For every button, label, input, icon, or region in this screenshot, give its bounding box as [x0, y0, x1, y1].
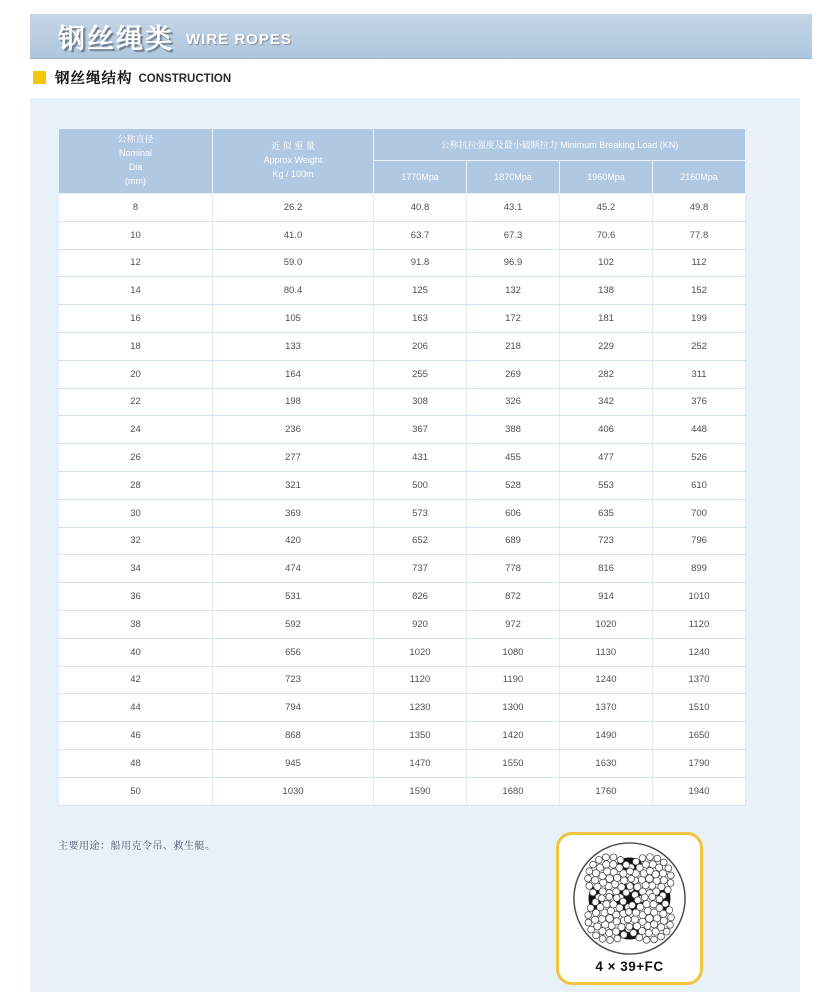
- table-cell: 1650: [653, 722, 746, 750]
- table-row: [59, 444, 746, 472]
- section-title-en: CONSTRUCTION: [138, 72, 232, 85]
- table-cell: 420: [213, 527, 374, 555]
- table-cell: 112: [653, 249, 746, 277]
- section-title: [33, 67, 231, 88]
- table-cell: 1190: [467, 666, 560, 694]
- section-title-zh: 钢丝绳结构: [55, 71, 133, 87]
- main-uses-footnote: 主要用途：船用克令吊、救生艇。: [58, 841, 216, 852]
- table-cell: 1370: [653, 666, 746, 694]
- table-cell: 1420: [467, 722, 560, 750]
- table-cell: 448: [653, 416, 746, 444]
- table-cell: 70.6: [560, 221, 653, 249]
- table-cell: 1130: [560, 638, 653, 666]
- table-cell: 326: [467, 388, 560, 416]
- table-cell: 1030: [213, 777, 374, 805]
- table-row: [59, 749, 746, 777]
- table-cell: 1790: [653, 749, 746, 777]
- table-cell: 920: [374, 610, 467, 638]
- table-cell: 794: [213, 694, 374, 722]
- table-cell: 778: [467, 555, 560, 583]
- table-cell: 199: [653, 305, 746, 333]
- table-cell: 24: [59, 416, 213, 444]
- table-cell: 252: [653, 332, 746, 360]
- col-header-1770mpa: 1770Mpa: [374, 160, 467, 193]
- table-cell: 477: [560, 444, 653, 472]
- table-cell: 652: [374, 527, 467, 555]
- table-cell: 41.0: [213, 221, 374, 249]
- table-cell: 218: [467, 332, 560, 360]
- table-cell: 1020: [560, 610, 653, 638]
- table-cell: 26: [59, 444, 213, 472]
- col-header-approx-weight: [213, 129, 374, 194]
- table-header: [59, 129, 746, 194]
- col1-zh: 公称直径: [117, 134, 154, 145]
- table-cell: 1230: [374, 694, 467, 722]
- col1-en2: Dia: [128, 162, 143, 172]
- col-header-2160mpa: 2160Mpa: [653, 160, 746, 193]
- table-cell: 133: [213, 332, 374, 360]
- col-header-breaking-load-group: 公称抗拉强度及最小破断拉力 Minimum Breaking Load (KN): [374, 129, 746, 161]
- table-cell: 1470: [374, 749, 467, 777]
- table-cell: 172: [467, 305, 560, 333]
- table-cell: 635: [560, 499, 653, 527]
- col-header-1870mpa: 1870Mpa: [467, 160, 560, 193]
- table-cell: 656: [213, 638, 374, 666]
- table-row: [59, 666, 746, 694]
- table-cell: 132: [467, 277, 560, 305]
- table-cell: 18: [59, 332, 213, 360]
- table-cell: 1120: [374, 666, 467, 694]
- table-cell: 269: [467, 360, 560, 388]
- table-cell: 388: [467, 416, 560, 444]
- table-cell: 80.4: [213, 277, 374, 305]
- table-cell: 14: [59, 277, 213, 305]
- table-cell: 22: [59, 388, 213, 416]
- table-row: [59, 722, 746, 750]
- table-cell: 1010: [653, 583, 746, 611]
- table-cell: 1940: [653, 777, 746, 805]
- table-cell: 1020: [374, 638, 467, 666]
- table-row: [59, 555, 746, 583]
- table-cell: 914: [560, 583, 653, 611]
- table-cell: 28: [59, 471, 213, 499]
- breaking-load-table: [58, 128, 746, 806]
- table-cell: 816: [560, 555, 653, 583]
- table-cell: 1630: [560, 749, 653, 777]
- table-cell: 1510: [653, 694, 746, 722]
- table-cell: 406: [560, 416, 653, 444]
- table-cell: 1760: [560, 777, 653, 805]
- table-cell: 59.0: [213, 249, 374, 277]
- table-row: [59, 332, 746, 360]
- table-row: [59, 583, 746, 611]
- table-cell: 972: [467, 610, 560, 638]
- table-cell: 723: [213, 666, 374, 694]
- table-cell: 40.8: [374, 194, 467, 222]
- table-header-row-1: [59, 129, 746, 161]
- col1-en3: (mm): [125, 175, 146, 186]
- table-cell: 592: [213, 610, 374, 638]
- table-cell: 12: [59, 249, 213, 277]
- table-cell: 367: [374, 416, 467, 444]
- table-cell: 43.1: [467, 194, 560, 222]
- col2-zh: 近 似 重 量: [271, 141, 315, 152]
- table-cell: 42: [59, 666, 213, 694]
- table-cell: 20: [59, 360, 213, 388]
- table-row: [59, 471, 746, 499]
- table-cell: 1240: [653, 638, 746, 666]
- table-cell: 45.2: [560, 194, 653, 222]
- table-row: [59, 694, 746, 722]
- table-cell: 723: [560, 527, 653, 555]
- table-row: [59, 610, 746, 638]
- table-cell: 1370: [560, 694, 653, 722]
- table-cell: 1680: [467, 777, 560, 805]
- col1-en1: Nominal: [118, 148, 152, 159]
- table-cell: 49.8: [653, 194, 746, 222]
- col2-en2: Kg / 100m: [272, 168, 314, 179]
- table-row: [59, 249, 746, 277]
- table-cell: 1240: [560, 666, 653, 694]
- table-cell: 229: [560, 332, 653, 360]
- table-row: [59, 638, 746, 666]
- table-cell: 152: [653, 277, 746, 305]
- table-cell: 796: [653, 527, 746, 555]
- table-cell: 102: [560, 249, 653, 277]
- table-cell: 1550: [467, 749, 560, 777]
- table-cell: 77.8: [653, 221, 746, 249]
- table-cell: 16: [59, 305, 213, 333]
- table-cell: 36: [59, 583, 213, 611]
- table-row: [59, 388, 746, 416]
- table-cell: 48: [59, 749, 213, 777]
- banner-title-en: WIRE ROPES: [186, 30, 292, 48]
- table-cell: 181: [560, 305, 653, 333]
- table-body: [59, 194, 746, 806]
- table-row: [59, 360, 746, 388]
- table-cell: 369: [213, 499, 374, 527]
- table-cell: 1590: [374, 777, 467, 805]
- table-row: [59, 499, 746, 527]
- table-cell: 50: [59, 777, 213, 805]
- table-cell: 125: [374, 277, 467, 305]
- table-cell: 277: [213, 444, 374, 472]
- table-cell: 872: [467, 583, 560, 611]
- table-cell: 198: [213, 388, 374, 416]
- banner-title-zh: 钢丝绳类: [58, 23, 174, 54]
- table-cell: 10: [59, 221, 213, 249]
- table-row: [59, 416, 746, 444]
- table-cell: 8: [59, 194, 213, 222]
- table-cell: 610: [653, 471, 746, 499]
- table-cell: 553: [560, 471, 653, 499]
- table-cell: 1080: [467, 638, 560, 666]
- table-cell: 700: [653, 499, 746, 527]
- col2-en1: Approx Weight: [263, 155, 323, 166]
- table-cell: 455: [467, 444, 560, 472]
- table-cell: 1490: [560, 722, 653, 750]
- table-row: [59, 221, 746, 249]
- table-row: [59, 777, 746, 805]
- table-cell: 945: [213, 749, 374, 777]
- table-cell: 321: [213, 471, 374, 499]
- table-cell: 63.7: [374, 221, 467, 249]
- table-cell: 376: [653, 388, 746, 416]
- table-cell: 1350: [374, 722, 467, 750]
- table-cell: 500: [374, 471, 467, 499]
- table-cell: 826: [374, 583, 467, 611]
- table-row: [59, 305, 746, 333]
- table-cell: 206: [374, 332, 467, 360]
- col-header-1960mpa: 1960Mpa: [560, 160, 653, 193]
- table-cell: 91.8: [374, 249, 467, 277]
- table-cell: 868: [213, 722, 374, 750]
- rope-construction-label: 4 × 39+FC: [595, 959, 664, 974]
- table-cell: 96.9: [467, 249, 560, 277]
- table-cell: 105: [213, 305, 374, 333]
- table-cell: 26.2: [213, 194, 374, 222]
- table-cell: 528: [467, 471, 560, 499]
- table-cell: 163: [374, 305, 467, 333]
- table-cell: 311: [653, 360, 746, 388]
- table-cell: 737: [374, 555, 467, 583]
- table-cell: 1300: [467, 694, 560, 722]
- table-cell: 1120: [653, 610, 746, 638]
- table-cell: 573: [374, 499, 467, 527]
- table-cell: 255: [374, 360, 467, 388]
- col-header-nominal-dia: [59, 129, 213, 194]
- table-row: [59, 194, 746, 222]
- page-banner: [30, 14, 812, 59]
- table-cell: 282: [560, 360, 653, 388]
- table-cell: 30: [59, 499, 213, 527]
- table-cell: 531: [213, 583, 374, 611]
- table-cell: 308: [374, 388, 467, 416]
- table-cell: 40: [59, 638, 213, 666]
- table-row: [59, 527, 746, 555]
- table-cell: 689: [467, 527, 560, 555]
- table-cell: 236: [213, 416, 374, 444]
- yellow-square-bullet-icon: [33, 71, 46, 84]
- table-cell: 67.3: [467, 221, 560, 249]
- table-cell: 138: [560, 277, 653, 305]
- table-cell: 899: [653, 555, 746, 583]
- table-cell: 46: [59, 722, 213, 750]
- table-row: [59, 277, 746, 305]
- table-cell: 32: [59, 527, 213, 555]
- table-cell: 34: [59, 555, 213, 583]
- table-cell: 164: [213, 360, 374, 388]
- table-cell: 606: [467, 499, 560, 527]
- table-cell: 44: [59, 694, 213, 722]
- rope-cross-section-diagram: [571, 840, 688, 957]
- rope-construction-card: [556, 832, 703, 985]
- table-cell: 474: [213, 555, 374, 583]
- table-cell: 342: [560, 388, 653, 416]
- table-cell: 431: [374, 444, 467, 472]
- table-cell: 526: [653, 444, 746, 472]
- table-cell: 38: [59, 610, 213, 638]
